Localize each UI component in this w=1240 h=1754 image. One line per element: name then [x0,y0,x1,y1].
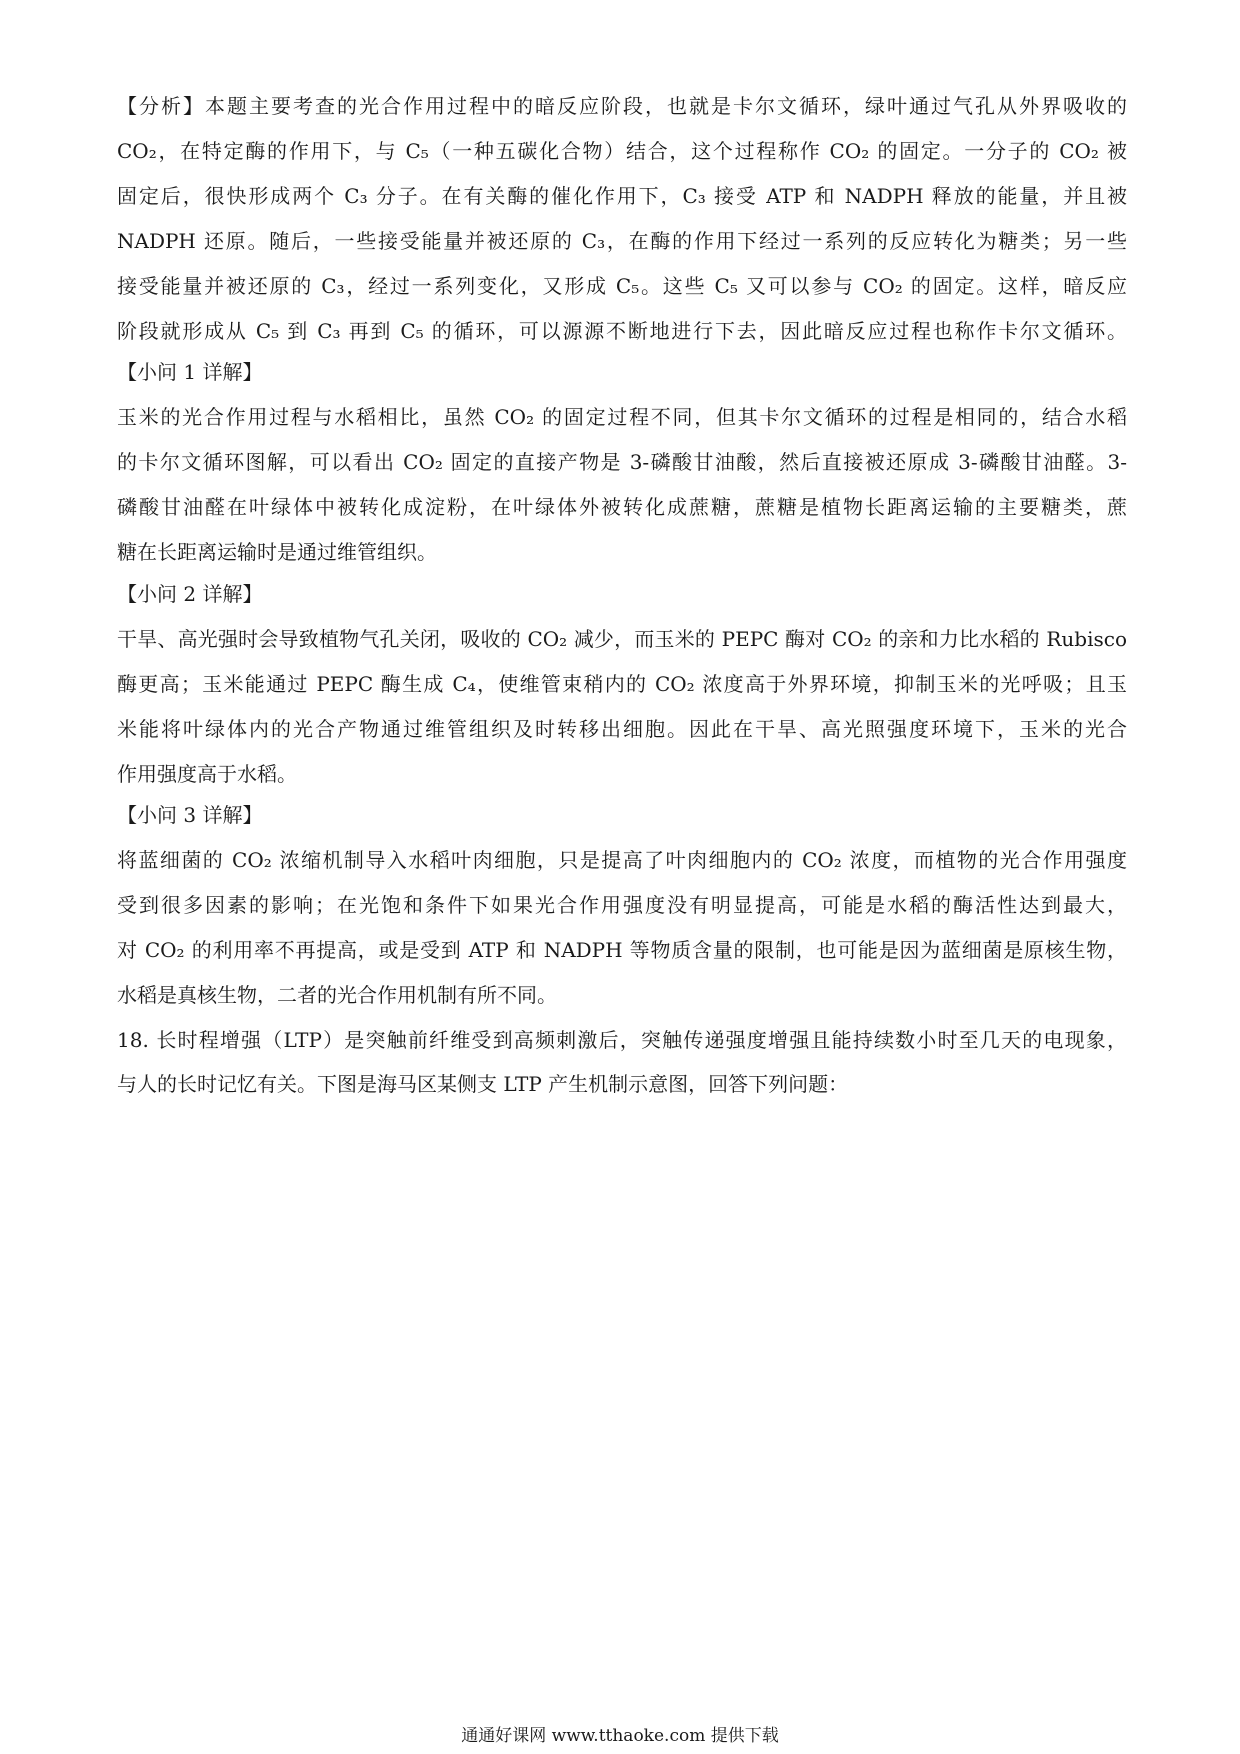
q3-heading: 【小问 3 详解】 [117,803,263,827]
analysis-line-6: 阶段就形成从 C₅ 到 C₃ 再到 C₅ 的循环，可以源源不断地进行下去，因此暗反应过程也称作卡尔文循环。 [117,319,1127,343]
q3-line-4: 水稻是真核生物，二者的光合作用机制有所不同。 [117,983,557,1007]
page-footer: 通通好课网 www.tthaoke.com 提供下载 [461,1726,779,1746]
q2-line-1: 干旱、高光强时会导致植物气孔关闭，吸收的 CO₂ 减少，而玉米的 PEPC 酶对 CO₂ 的亲和力比水稻的 Rubisco [117,627,1127,651]
q3-line-2: 受到很多因素的影响；在光饱和条件下如果光合作用强度没有明显提高，可能是水稻的酶活性达到最大， [117,893,1127,917]
q3-line-3: 对 CO₂ 的利用率不再提高，或是受到 ATP 和 NADPH 等物质含量的限制，也可能是因为蓝细菌是原核生物， [117,938,1127,962]
analysis-line-5: 接受能量并被还原的 C₃，经过一系列变化，又形成 C₅。这些 C₅ 又可以参与 CO₂ 的固定。这样，暗反应 [117,274,1127,298]
q3-line-1: 将蓝细菌的 CO₂ 浓缩机制导入水稻叶肉细胞，只是提高了叶肉细胞内的 CO₂ 浓度，而植物的光合作用强度 [117,848,1127,872]
analysis-line-2: CO₂，在特定酶的作用下，与 C₅（一种五碳化合物）结合，这个过程称作 CO₂ 的固定。一分子的 CO₂ 被 [117,139,1127,163]
question-18-line-2: 与人的长时记忆有关。下图是海马区某侧支 LTP 产生机制示意图，回答下列问题： [117,1072,849,1096]
q1-line-1: 玉米的光合作用过程与水稻相比，虽然 CO₂ 的固定过程不同，但其卡尔文循环的过程是相同的，结合水稻 [117,405,1127,429]
q2-line-4: 作用强度高于水稻。 [117,762,297,786]
q1-line-3: 磷酸甘油醛在叶绿体中被转化成淀粉，在叶绿体外被转化成蔗糖，蔗糖是植物长距离运输的主要糖类，蔗 [117,495,1127,519]
document-page [117,0,1127,1754]
q1-line-2: 的卡尔文循环图解，可以看出 CO₂ 固定的直接产物是 3-磷酸甘油酸，然后直接被还原成 3-磷酸甘油醛。3- [117,450,1127,474]
q1-heading: 【小问 1 详解】 [117,360,263,384]
q1-line-4: 糖在长距离运输时是通过维管组织。 [117,540,437,564]
analysis-line-4: NADPH 还原。随后，一些接受能量并被还原的 C₃，在酶的作用下经过一系列的反应转化为糖类；另一些 [117,229,1127,253]
analysis-line-1: 【分析】本题主要考查的光合作用过程中的暗反应阶段，也就是卡尔文循环，绿叶通过气孔从外界吸收的 [117,94,1127,118]
question-18-line-1: 18. 长时程增强（LTP）是突触前纤维受到高频刺激后，突触传递强度增强且能持续数小时至几天的电现象， [117,1028,1127,1052]
analysis-line-3: 固定后，很快形成两个 C₃ 分子。在有关酶的催化作用下，C₃ 接受 ATP 和 NADPH 释放的能量，并且被 [117,184,1127,208]
q2-line-3: 米能将叶绿体内的光合产物通过维管组织及时转移出细胞。因此在干旱、高光照强度环境下，玉米的光合 [117,717,1127,741]
q2-line-2: 酶更高；玉米能通过 PEPC 酶生成 C₄，使维管束稍内的 CO₂ 浓度高于外界环境，抑制玉米的光呼吸；且玉 [117,672,1127,696]
q2-heading: 【小问 2 详解】 [117,582,263,606]
